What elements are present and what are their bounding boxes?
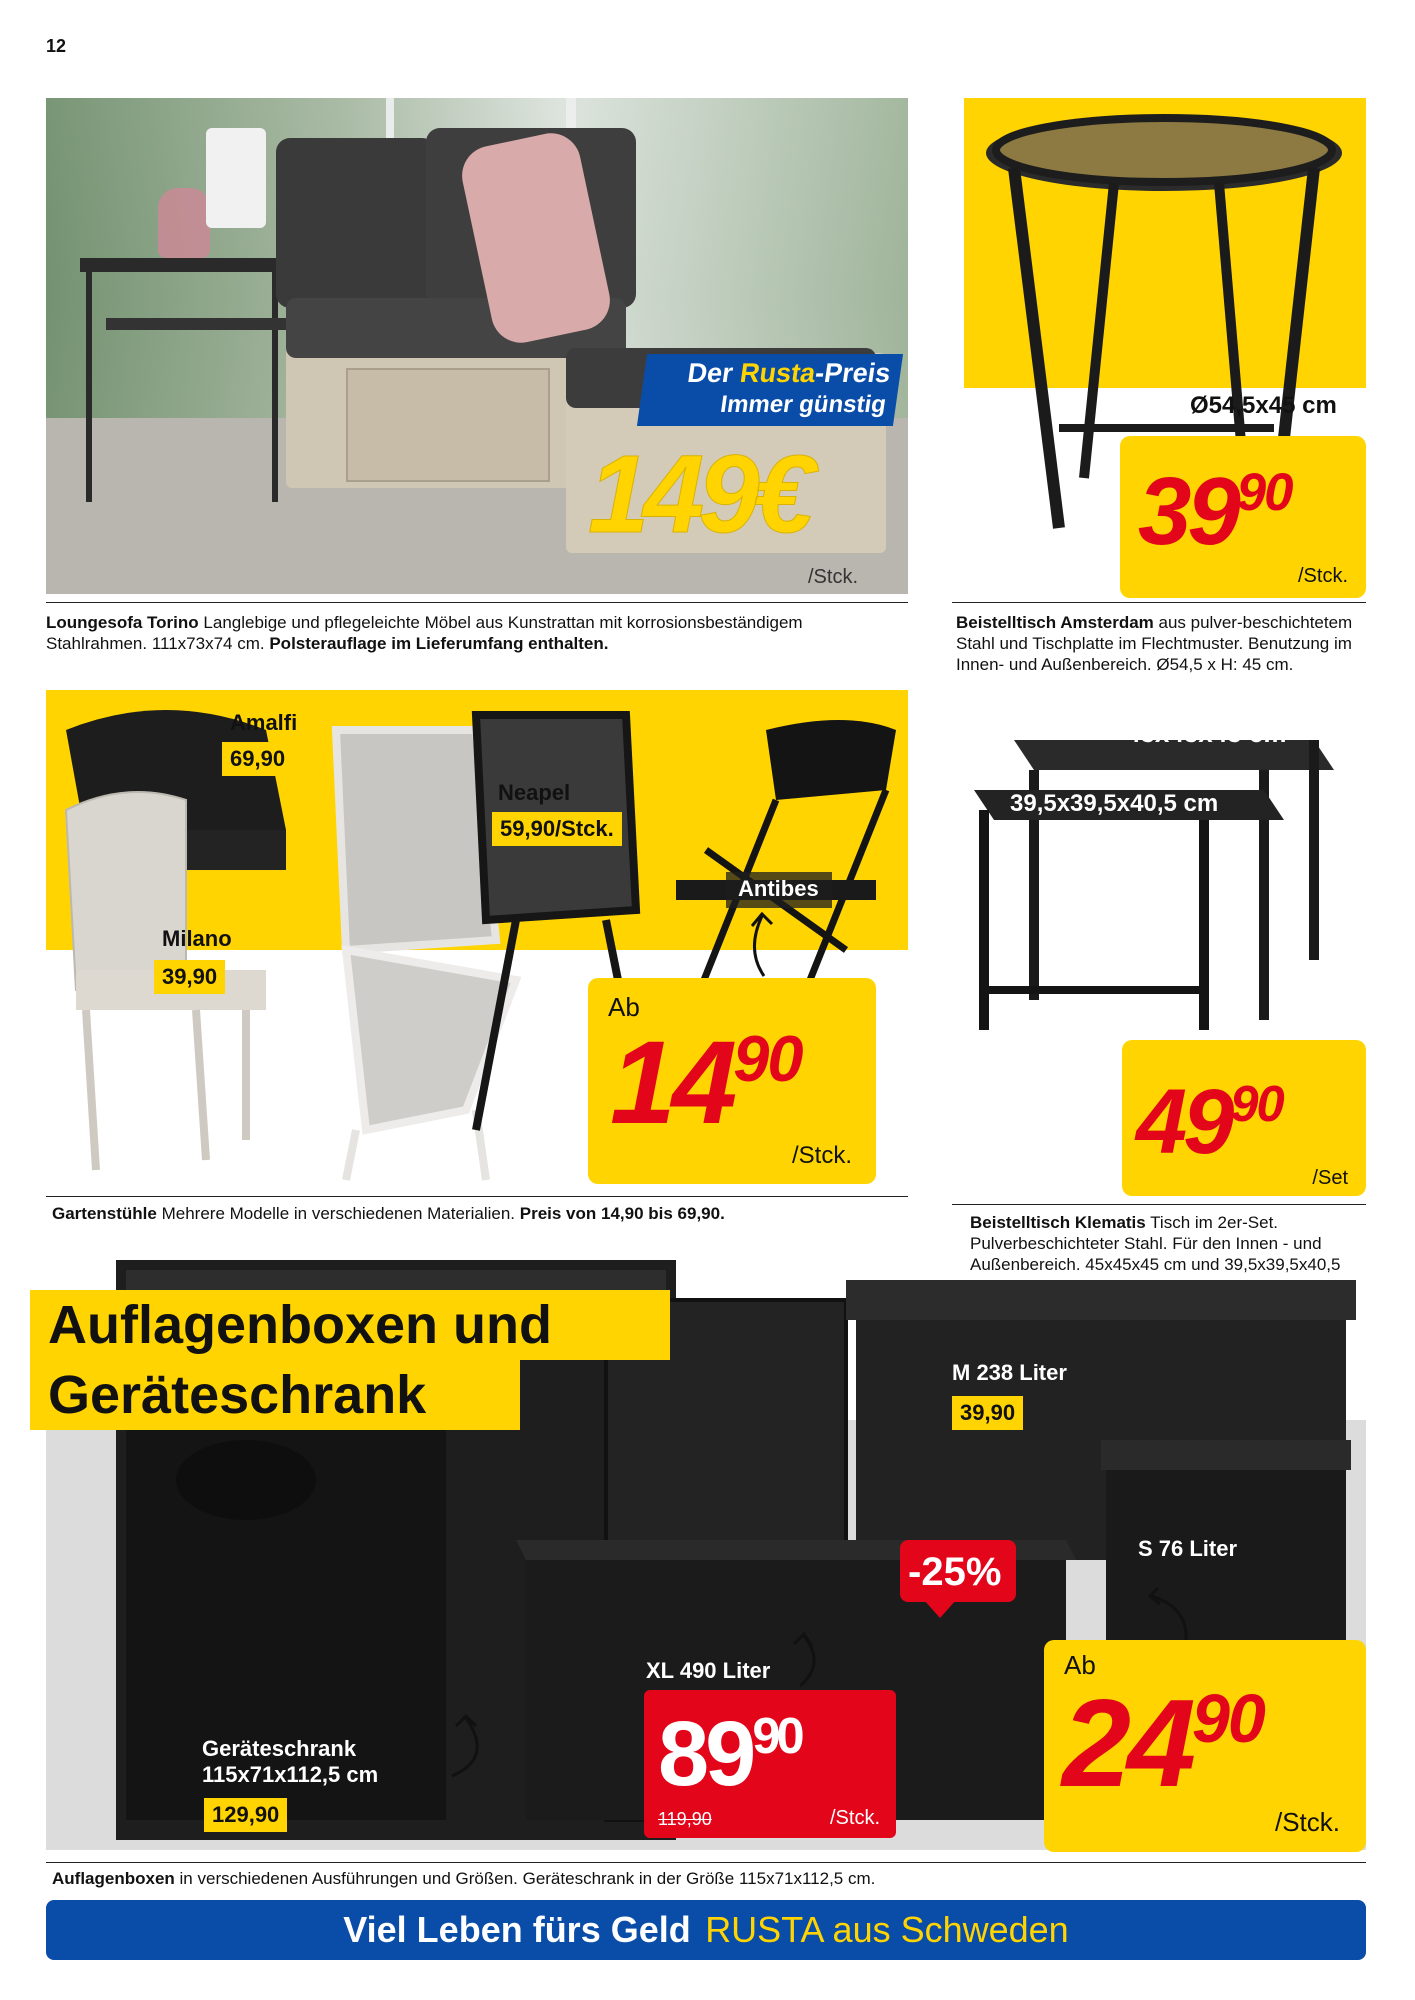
sofa-desc-title: Loungesofa Torino xyxy=(46,613,199,632)
milano-price: 39,90 xyxy=(154,960,225,994)
boxes-ab: Ab xyxy=(1064,1650,1096,1680)
neapel-price: 59,90/Stck. xyxy=(492,812,622,846)
discount-badge-tail xyxy=(924,1600,956,1618)
badge-brand: Rusta xyxy=(738,358,818,388)
amsterdam-rule xyxy=(952,602,1366,603)
s-box-label: S 76 Liter xyxy=(1138,1536,1238,1561)
chairs-price-box xyxy=(588,978,876,1184)
xl-price-box xyxy=(644,1690,896,1838)
amalfi-price: 69,90 xyxy=(222,742,293,776)
xl-price-cents: 90 xyxy=(752,1706,801,1764)
shed-price: 129,90 xyxy=(204,1798,287,1832)
amsterdam-price-cents: 90 xyxy=(1236,462,1292,522)
badge-der: Der xyxy=(685,358,735,388)
sofa-description xyxy=(46,612,908,654)
chairs-rule xyxy=(46,1196,908,1197)
boxes-desc-title: Auflagenboxen xyxy=(52,1869,175,1888)
sofa-price: 149€ xyxy=(588,433,809,556)
chairs-price xyxy=(610,1017,802,1149)
page-number: 12 xyxy=(46,36,67,56)
xl-price xyxy=(658,1703,801,1805)
shed-label-line1: Geräteschrank xyxy=(202,1736,357,1761)
m-box-price: 39,90 xyxy=(952,1396,1023,1430)
antibes-arrow-icon xyxy=(744,910,784,985)
sofa-unit: /Stck. xyxy=(808,566,859,588)
milano-label: Milano xyxy=(162,926,232,951)
boxes-description xyxy=(52,1868,1352,1889)
badge-line2: Immer günstig xyxy=(718,391,888,418)
chairs-price-main: 14 xyxy=(610,1017,734,1149)
boxes-price-box xyxy=(1044,1640,1366,1852)
klematis-image xyxy=(964,700,1366,1040)
xl-box-label: XL 490 Liter xyxy=(646,1658,771,1683)
amsterdam-price-main: 39 xyxy=(1138,458,1237,565)
badge-preis: -Preis xyxy=(813,358,893,388)
amsterdam-size: Ø54,5x45 cm xyxy=(1190,392,1337,419)
boxes-price-cents: 90 xyxy=(1191,1681,1264,1758)
klematis-size-small: 39,5x39,5x40,5 cm xyxy=(1010,790,1219,817)
chairs-desc-text: Mehrere Modelle in verschiedenen Materialien. xyxy=(161,1204,515,1223)
chairs-description xyxy=(52,1203,908,1224)
klematis-desc-text: Tisch im 2er-Set. Pulverbeschichteter Stahl. Für den Innen - und Außenbereich. 45x45x45 cm und 39,5x39,5x40,5 xyxy=(970,1213,1341,1274)
amsterdam-desc-title: Beistelltisch Amsterdam xyxy=(956,613,1154,632)
klematis-price-main: 49 xyxy=(1136,1071,1231,1173)
boxes-price xyxy=(1062,1675,1264,1813)
chairs-price-cents: 90 xyxy=(733,1022,802,1096)
sofa-rule xyxy=(46,602,908,603)
neapel-label: Neapel xyxy=(498,780,571,805)
footer-brand: RUSTA aus Schweden xyxy=(705,1909,1069,1950)
boxes-unit: /Stck. xyxy=(1274,1807,1340,1837)
xl-old-price: 119,90 xyxy=(658,1809,712,1829)
klematis-desc-title: Beistelltisch Klematis xyxy=(970,1213,1146,1232)
amsterdam-description xyxy=(956,612,1356,675)
footer-slogan: Viel Leben fürs Geld xyxy=(343,1909,691,1950)
sofa-desc-text: Langlebige und pflegeleichte Möbel aus Kunstrattan mit korrosionsbeständigem Stahlrahmen. 111x73x74 cm. xyxy=(46,613,803,653)
klematis-rule xyxy=(952,1204,1366,1205)
chairs-desc-title: Gartenstühle xyxy=(52,1204,157,1223)
klematis-price-box xyxy=(1122,1040,1366,1196)
chairs-unit: /Stck. xyxy=(791,1142,852,1169)
sofa-desc-bold: Polsterauflage im Lieferumfang enthalten. xyxy=(269,634,609,653)
boxes-headline-line1: Auflagenboxen und xyxy=(48,1295,552,1355)
chairs-desc-bold: Preis von 14,90 bis 69,90. xyxy=(519,1204,725,1223)
amsterdam-unit: /Stck. xyxy=(1297,565,1348,587)
klematis-unit: /Set xyxy=(1312,1167,1348,1189)
xl-price-main: 89 xyxy=(658,1703,753,1805)
boxes-price-main: 24 xyxy=(1062,1675,1192,1813)
amalfi-label: Amalfi xyxy=(230,710,298,735)
antibes-label: Antibes xyxy=(738,876,819,901)
klematis-price-cents: 90 xyxy=(1230,1074,1283,1132)
footer-bar xyxy=(46,1900,1366,1960)
xl-unit: /Stck. xyxy=(829,1807,880,1829)
xl-box-arrow-icon xyxy=(790,1630,830,1695)
boxes-desc-text: in verschiedenen Ausführungen und Größen. Geräteschrank in der Größe 115x71x112,5 cm. xyxy=(179,1869,876,1888)
amsterdam-price xyxy=(1138,458,1292,565)
shed-label-line2: 115x71x112,5 cm xyxy=(202,1762,379,1787)
boxes-rule xyxy=(46,1862,1366,1863)
m-box-label: M 238 Liter xyxy=(952,1360,1067,1385)
boxes-headline-line2: Geräteschrank xyxy=(48,1365,427,1425)
amsterdam-desc-text: aus pulver-beschichtetem Stahl und Tischplatte im Flechtmuster. Benutzung im Innen- und Außenbereich. Ø54,5 x H: 45 cm. xyxy=(956,613,1353,674)
klematis-price xyxy=(1136,1071,1283,1173)
shed-arrow-icon xyxy=(446,1710,496,1785)
discount-text: -25% xyxy=(908,1550,1002,1594)
amsterdam-price-box xyxy=(1120,436,1366,598)
rusta-price-badge xyxy=(637,354,903,426)
chairs-ab: Ab xyxy=(608,992,640,1022)
klematis-size-large: 45x45x45 cm xyxy=(1126,718,1287,748)
